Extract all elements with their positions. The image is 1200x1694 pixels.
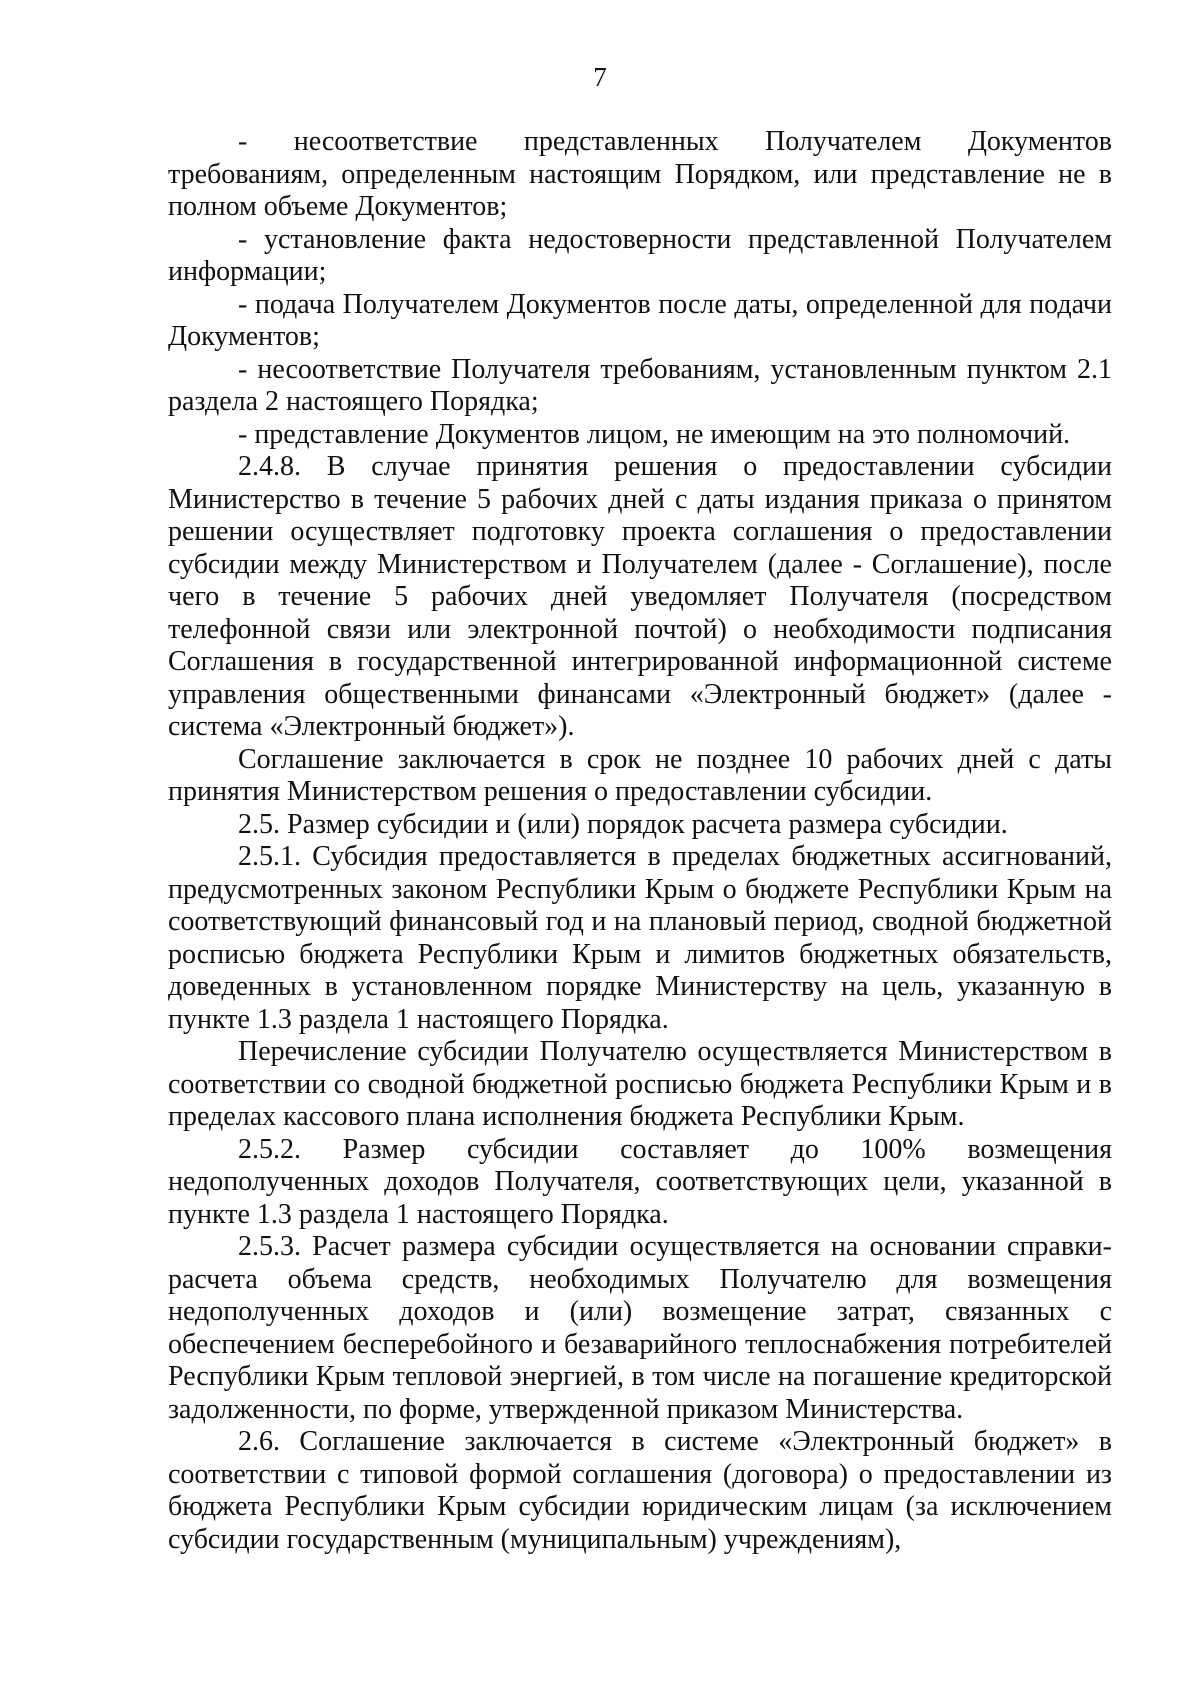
paragraph-unreliable-information: - установление факта недостоверности представленной Получателем информации;	[168, 223, 1112, 287]
paragraph-late-submission: - подача Получателем Документов после даты, определенной для подачи Документов;	[168, 288, 1112, 352]
paragraph-2-6: 2.6. Соглашение заключается в системе «Электронный бюджет» в соответствии с типовой формой соглашения (договора) о предоставлении из бюджета Республики Крым субсидии юридическим лицам (за исключением субсидии государственным (муниципальным) учреждениям),	[168, 1426, 1112, 1555]
paragraph-2-5-2: 2.5.2. Размер субсидии составляет до 100% возмещения недополученных доходов Получателя, соответствующих цели, указанной в пункте 1.3 раздела 1 настоящего Порядка.	[168, 1133, 1112, 1230]
paragraph-agreement-term: Соглашение заключается в срок не позднее 10 рабочих дней с даты принятия Министерством решения о предоставлении субсидии.	[168, 743, 1112, 807]
paragraph-2-4-8: 2.4.8. В случае принятия решения о предоставлении субсидии Министерство в течение 5 рабочих дней с даты издания приказа о принятом решении осуществляет подготовку проекта соглашения о предоставлении субсидии между Министерством и Получателем (далее - Соглашение), после чего в течение 5 рабочих дней уведомляет Получателя (посредством телефонной связи или электронной почтой) о необходимости подписания Соглашения в государственной интегрированной информационной системе управления общественными финансами «Электронный бюджет» (далее - система «Электронный бюджет»).	[168, 451, 1112, 742]
paragraph-recipient-noncompliance: - несоответствие Получателя требованиям, установленным пунктом 2.1 раздела 2 настоящего Порядка;	[168, 353, 1112, 417]
paragraph-unauthorized-person: - представление Документов лицом, не имеющим на это полномочий.	[238, 418, 1071, 450]
document-body	[168, 126, 1112, 1556]
paragraph-2-5-heading: 2.5. Размер субсидии и (или) порядок расчета размера субсидии.	[238, 808, 1008, 840]
page-number: 7	[593, 62, 607, 92]
paragraph-2-5-1: 2.5.1. Субсидия предоставляется в пределах бюджетных ассигнований, предусмотренных законом Республики Крым о бюджете Республики Крым на соответствующий финансовый год и на плановый период, сводной бюджетной росписью бюджета Республики Крым и лимитов бюджетных обязательств, доведенных в установленном порядке Министерству на цель, указанную в пункте 1.3 раздела 1 настоящего Порядка.	[168, 841, 1112, 1035]
paragraph-subsidy-transfer: Перечисление субсидии Получателю осуществляется Министерством в соответствии со сводной бюджетной росписью бюджета Республики Крым и в пределах кассового плана исполнения бюджета Республики Крым.	[168, 1036, 1112, 1132]
paragraph-noncompliance-documents: - несоответствие представленных Получателем Документов требованиям, определенным настоящим Порядком, или представление не в полном объеме Документов;	[168, 126, 1112, 222]
paragraph-2-5-3: 2.5.3. Расчет размера субсидии осуществляется на основании справки-расчета объема средств, необходимых Получателю для возмещения недополученных доходов и (или) возмещение затрат, связанных с обеспечением бесперебойного и безаварийного теплоснабжения потребителей Республики Крым тепловой энергией, в том числе на погашение кредиторской задолженности, по форме, утвержденной приказом Министерства.	[168, 1231, 1112, 1425]
